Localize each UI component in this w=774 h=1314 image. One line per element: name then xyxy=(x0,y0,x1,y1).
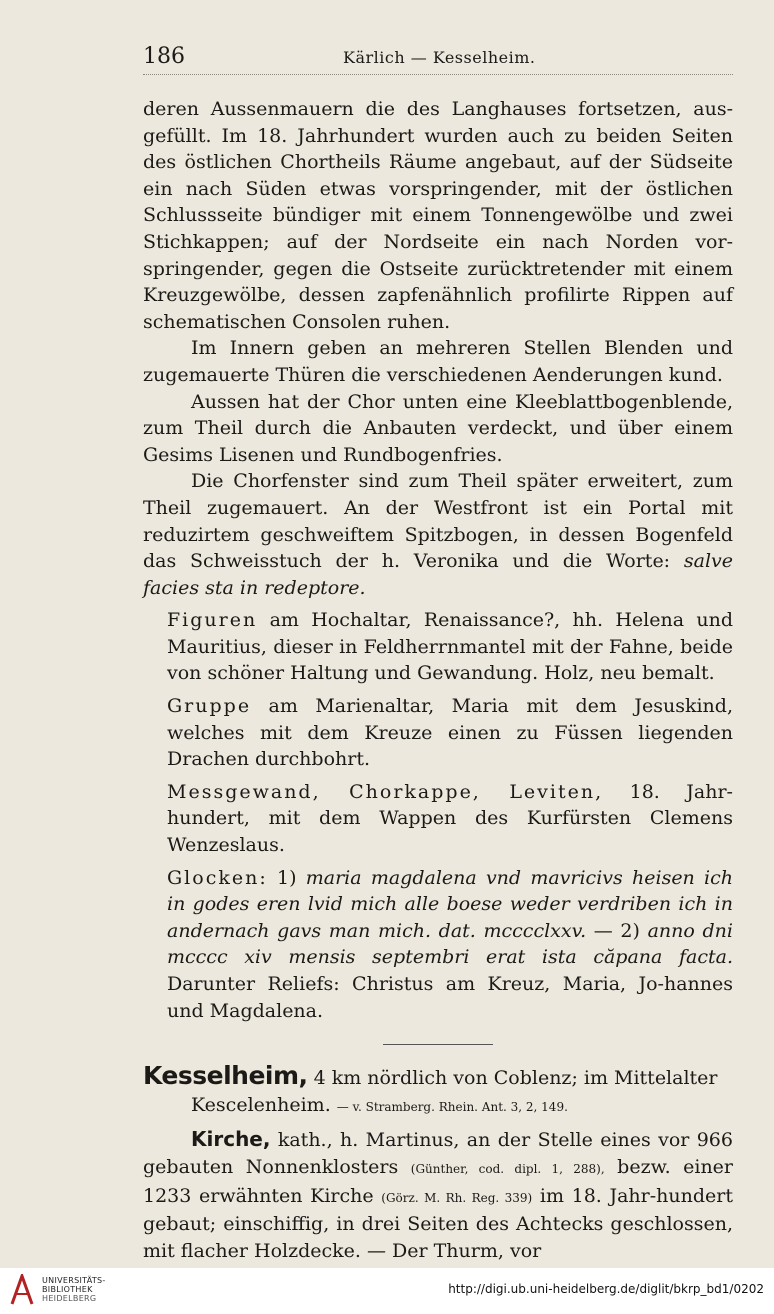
header-rule xyxy=(143,74,733,75)
section-divider xyxy=(383,1044,493,1045)
logo-line: HEIDELBERG xyxy=(42,1294,97,1303)
inventory-entry-gruppe xyxy=(167,693,733,773)
entry-text: 18. Jahr-hundert, mit dem Wappen des Kurfürsten Clemens Wenzeslaus. xyxy=(167,780,733,857)
paragraph-kirche xyxy=(143,1126,733,1264)
entry-text: am Hochaltar, Renaissance?, hh. Helena und Mauritius, dieser in Feldherrnmantel mit der Fahne, beide von schöner Haltung und Gewandung. Holz, neu bemalt. xyxy=(167,609,734,685)
reference: — v. Stramberg. Rhein. Ant. 3, 2, 149. xyxy=(336,1099,568,1114)
place-text: 4 km nördlich von Coblenz; im Mittelalter xyxy=(313,1067,718,1090)
inventory-entry-figuren xyxy=(167,607,733,687)
entry-text: im 18. Jahr-hundert gebaut; einschiffig, in drei Seiten des Achtecks geschlossen, mit flacher Holzdecke. — Der Thurm, vor xyxy=(143,1184,733,1262)
inscription-text: salve facies sta in redeptore. xyxy=(143,550,733,599)
entry-text: am Marienaltar, Maria mit dem Jesuskind, welches mit dem Kreuze einen zu Füssen liegenden Drachen durchbohrt. xyxy=(167,695,733,771)
library-logo-icon xyxy=(8,1274,36,1306)
paragraph: Im Innern geben an mehreren Stellen Blenden und zugemauerte Thüren die verschiedenen Aenderungen kund. xyxy=(143,337,733,386)
library-logo-text xyxy=(42,1276,106,1303)
paragraph: Aussen hat der Chor unten eine Kleeblattbogenblende, zum Theil durch die Anbauten verdeckt, und über einem Gesims Lisenen und Rundbogenfries. xyxy=(143,390,733,466)
inscription-text: maria magdalena vnd mavricivs heisen ich in godes eren lvid mich alle boese weder verdriben ich in andernach gavs man mich. dat. mcccclxxv. xyxy=(167,866,733,942)
entry-text: Darunter Reliefs: Christus am Kreuz, Maria, Jo-hannes und Magdalena. xyxy=(167,973,733,1022)
page-header xyxy=(143,44,733,74)
place-entry xyxy=(143,1063,733,1092)
reference: (Görz. M. Rh. Reg. 339) xyxy=(381,1190,533,1205)
entry-text: kath., h. Martinus, an der Stelle eines vor 966 gebauten Nonnenklosters xyxy=(143,1129,733,1178)
logo-line: UNIVERSITÄTS- xyxy=(42,1276,106,1285)
paragraph: deren Aussenmauern die des Langhauses fortsetzen, aus-gefüllt. Im 18. Jahrhundert wurden auch zu beiden Seiten des östlichen Chortheils Räume angebaut, auf der Südseite ein nach Süden etwas vorspringender, mit der östlichen Schlussseite bündiger mit einem Tonnengewölbe und zwei Stichkappen; auf der Nordseite ein nach Norden vor-springender, gegen die Ostseite zurücktretender mit einem Kreuzgewölbe, dessen zapfenähnlich profilirte Rippen auf schematischen Consolen ruhen. xyxy=(143,98,733,333)
entry-lead: Figuren xyxy=(167,609,258,632)
inventory-entry-messgewand xyxy=(167,779,733,859)
logo-line: BIBLIOTHEK xyxy=(42,1285,93,1294)
entry-lead: Messgewand, Chorkappe, Leviten, xyxy=(167,780,604,803)
entry-lead: Kirche, xyxy=(191,1127,271,1152)
page-number: 186 xyxy=(143,44,185,69)
reference: (Günther, cod. dipl. 1, 288), xyxy=(410,1161,605,1176)
place-name: Kesselheim, xyxy=(143,1061,308,1091)
entry-lead: Glocken: xyxy=(167,866,268,889)
paragraph-text: Die Chorfenster sind zum Theil später erweitert, zum Theil zugemauert. An der Westfront ist ein Portal mit reduzirtem geschweiftem Spitzbogen, in dessen Bogenfeld das Schweisstuch der h. Veronika und die Worte: xyxy=(143,470,733,573)
inscription-text: anno dni mcccc xiv mensis septembri erat ista căpana facta. xyxy=(167,919,733,969)
place-text: Kescelenheim. xyxy=(191,1093,331,1116)
entry-text: — 2) xyxy=(593,919,640,942)
source-url-link[interactable]: http://digi.ub.uni-heidelberg.de/diglit/bkrp_bd1/0202 xyxy=(448,1282,764,1296)
running-head: Kärlich — Kesselheim. xyxy=(343,48,536,67)
entry-lead: Gruppe xyxy=(167,695,252,718)
entry-text: bezw. einer 1233 erwähnten Kirche xyxy=(143,1155,734,1207)
footer-bar xyxy=(0,1268,774,1314)
inventory-entry-glocken xyxy=(167,865,733,1025)
body-text xyxy=(143,96,733,1264)
place-entry-line xyxy=(143,1092,733,1121)
paragraph xyxy=(143,468,733,601)
entry-text: 1) xyxy=(276,866,297,889)
